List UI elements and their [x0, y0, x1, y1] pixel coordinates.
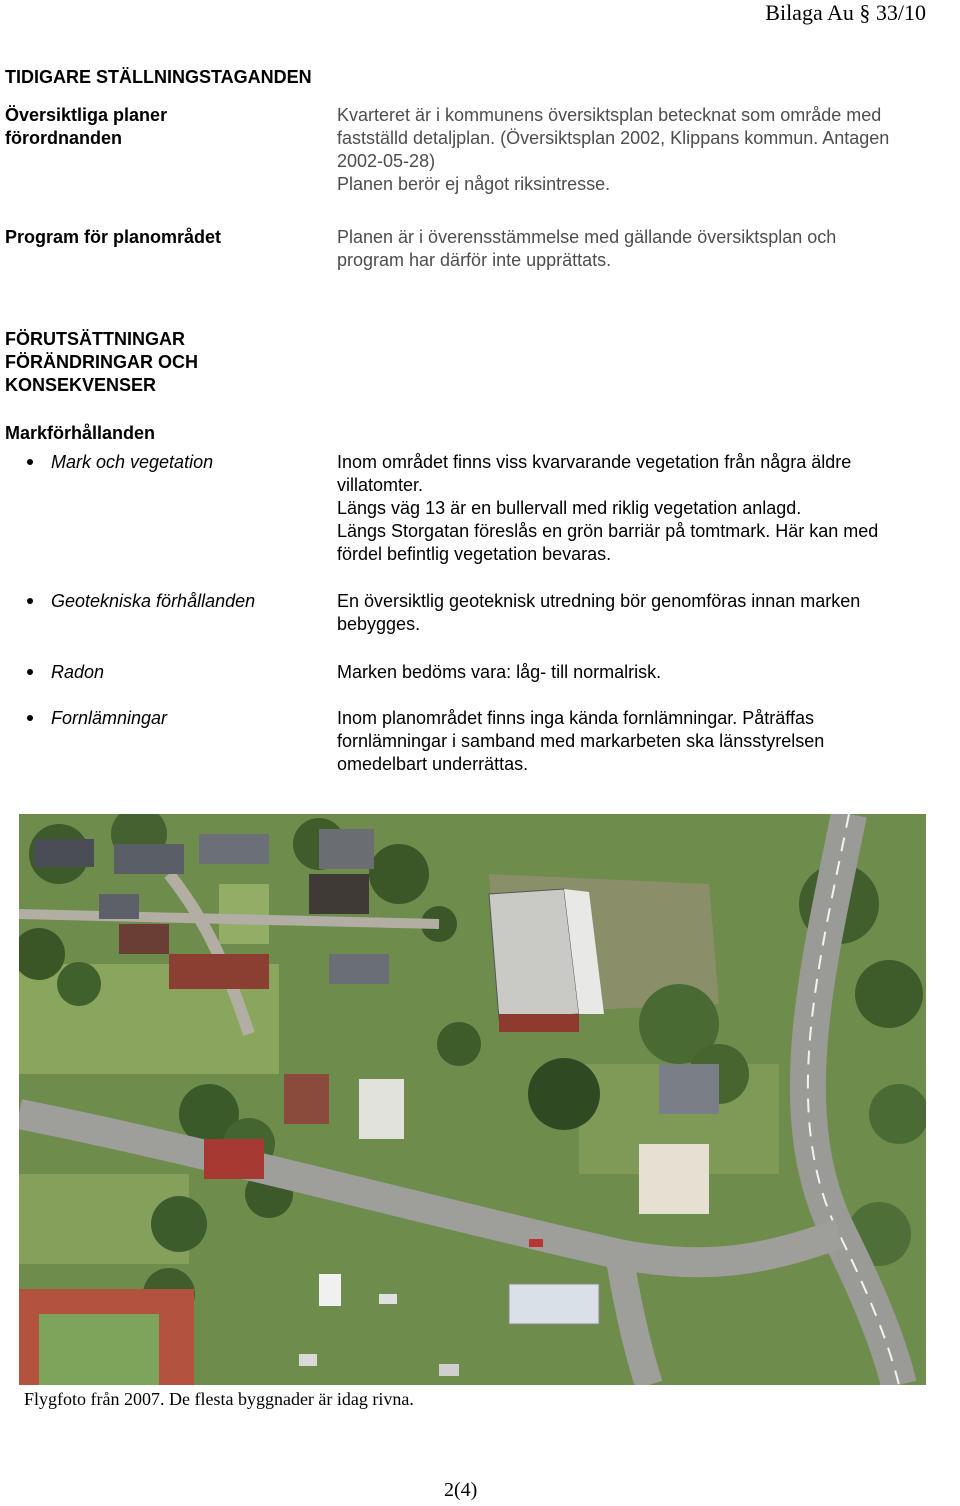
item-label-radon: Radon — [51, 662, 105, 682]
geotechnical-text-line1: En översiktlig geoteknisk utredning bör genomföras innan marken — [337, 591, 861, 611]
overview-text-line4: Planen berör ej något riksintresse. — [337, 174, 611, 194]
vegetation-text-line1: Inom området finns viss kvarvarande vegetation från några äldre — [337, 452, 852, 472]
subsection-title-ground: Markförhållanden — [5, 423, 156, 443]
vegetation-text-line2: villatomter. — [337, 475, 424, 495]
program-text-line2: program har därför inte upprättats. — [337, 250, 612, 270]
vegetation-text-line3: Längs väg 13 är en bullervall med riklig vegetation anlagd. — [337, 498, 802, 518]
label-program: Program för planområdet — [5, 227, 222, 247]
bullet-icon — [27, 459, 33, 465]
label-overview-plans-line1: Översiktliga planer — [5, 105, 168, 125]
aerial-photo — [19, 814, 926, 1385]
item-label-geotechnical: Geotekniska förhållanden — [51, 591, 256, 611]
vegetation-text-line5: fördel befintlig vegetation bevaras. — [337, 544, 612, 564]
vegetation-text-line4: Längs Storgatan föreslås en grön barriär på tomtmark. Här kan med — [337, 521, 879, 541]
item-label-ancient-remains: Fornlämningar — [51, 708, 168, 728]
ancient-remains-text-line1: Inom planområdet finns inga kända fornlämningar. Påträffas — [337, 708, 814, 728]
document-reference: Bilaga Au § 33/10 — [765, 0, 926, 25]
item-label-vegetation: Mark och vegetation — [51, 452, 214, 472]
bullet-icon — [27, 669, 33, 675]
geotechnical-text-line2: bebygges. — [337, 614, 421, 634]
bullet-icon — [27, 598, 33, 604]
ancient-remains-text-line2: fornlämningar i samband med markarbeten ska länsstyrelsen — [337, 731, 825, 751]
program-text-line1: Planen är i överensstämmelse med gällande översiktsplan och — [337, 227, 837, 247]
overview-text-line1: Kvarteret är i kommunens översiktsplan betecknat som område med — [337, 105, 882, 125]
bullet-icon — [27, 715, 33, 721]
label-overview-plans-line2: förordnanden — [5, 128, 122, 148]
section-title-line1: FÖRUTSÄTTNINGAR — [5, 329, 185, 349]
overview-text-line2: fastställd detaljplan. (Översiktsplan 2002, Klippans kommun. Antagen — [337, 128, 890, 148]
section-title-previous-positions: TIDIGARE STÄLLNINGSTAGANDEN — [5, 67, 312, 87]
ancient-remains-text-line3: omedelbart underrättas. — [337, 754, 529, 774]
section-title-line2: FÖRÄNDRINGAR OCH — [5, 352, 198, 372]
radon-text: Marken bedöms vara: låg- till normalrisk. — [337, 662, 662, 682]
page-number: 2(4) — [444, 1479, 478, 1501]
photo-caption: Flygfoto från 2007. De flesta byggnader är idag rivna. — [24, 1389, 414, 1409]
section-title-line3: KONSEKVENSER — [5, 375, 157, 395]
overview-text-line3: 2002-05-28) — [337, 151, 436, 171]
